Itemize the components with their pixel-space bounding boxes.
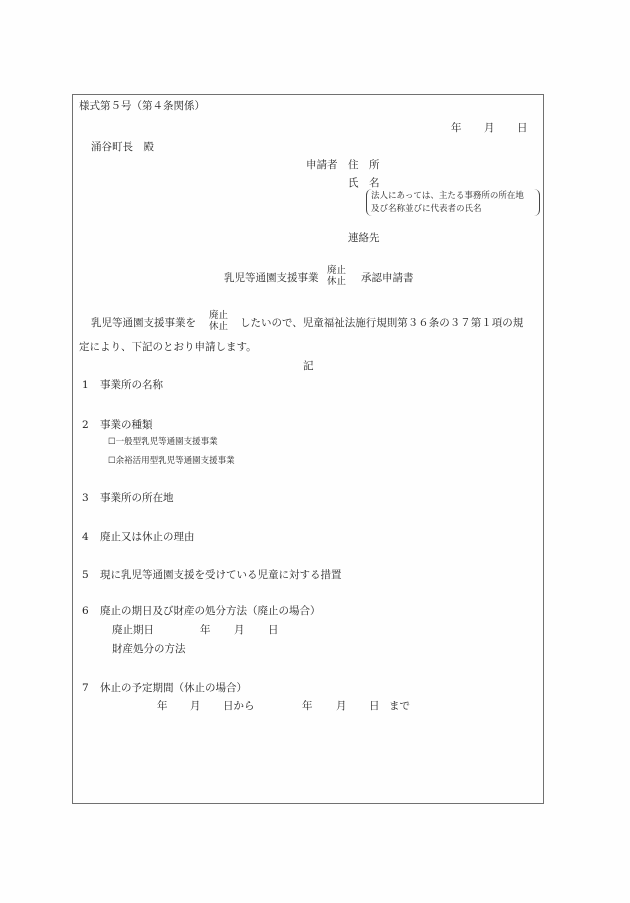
date-year: 年 [451,122,462,134]
title-prefix: 乳児等通園支援事業 [224,272,319,284]
body-line2: 定により、下記のとおり申請します。 [79,341,257,353]
body-option-suspend: 休止 [209,321,229,332]
name-label: 氏 名 [348,177,380,189]
item-3-number: 3 [82,492,89,504]
item-4-label: 廃止又は休止の理由 [100,531,195,543]
suspension-to-year: 年 [302,700,313,712]
property-disposal-label: 財産処分の方法 [112,643,186,655]
item-5-number: 5 [82,569,89,581]
ki-heading: 記 [303,360,314,372]
business-type-surplus[interactable]: ☐余裕活用型乳児等通園支援事業 [108,456,235,466]
suspension-from-year: 年 [157,700,168,712]
business-type-general[interactable]: ☐一般型乳児等通園支援事業 [108,437,218,447]
item-7-number: 7 [82,682,89,694]
abolition-date-label: 廃止期日 [112,624,154,636]
body-line1-prefix: 乳児等通園支援事業を [91,317,196,329]
suspension-from-month: 月 [190,700,201,712]
corporate-note-line1: 法人にあっては、主たる事務所の所在地 [371,191,524,201]
item-7-label: 休止の予定期間（休止の場合） [100,682,247,694]
title-suffix: 承認申請書 [361,272,414,284]
addressee: 涌谷町長 殿 [91,141,154,153]
item-2-number: 2 [82,419,89,431]
contact-label: 連絡先 [348,232,380,244]
item-6-number: 6 [82,605,89,617]
checkbox-icon[interactable]: ☐ [108,437,116,447]
title-options [327,265,346,287]
form-number: 様式第５号（第４条関係） [79,100,205,112]
item-5-label: 現に乳児等通園支援を受けている児童に対する措置 [100,569,342,581]
suspension-from-day: 日から [223,700,255,712]
item-6-label: 廃止の期日及び財産の処分方法（廃止の場合） [100,605,321,617]
suspension-to-suffix: まで [389,700,410,712]
checkbox-icon[interactable]: ☐ [108,456,116,466]
body-option-abolish: 廃止 [209,310,229,321]
date-month: 月 [484,122,495,134]
body-line1-suffix: したいので、児童福祉法施行規則第３６条の３７第１項の規 [240,317,524,329]
abolition-month: 月 [234,624,245,636]
item-1-number: 1 [82,379,89,391]
body-options [209,310,228,332]
title-option-suspend: 休止 [327,276,347,287]
item-3-label: 事業所の所在地 [100,492,174,504]
corporate-note-line2: 及び名称並びに代表者の氏名 [371,204,482,214]
applicant-label: 申請者 [306,159,338,171]
abolition-day: 日 [268,624,279,636]
address-label: 住 所 [348,159,380,171]
abolition-year: 年 [200,624,211,636]
date-day: 日 [517,122,528,134]
item-4-number: 4 [82,531,89,543]
suspension-to-month: 月 [336,700,347,712]
item-1-label: 事業所の名称 [100,379,163,391]
item-2-label: 事業の種類 [100,419,153,431]
suspension-to-day: 日 [369,700,380,712]
title-option-abolish: 廃止 [327,265,347,276]
